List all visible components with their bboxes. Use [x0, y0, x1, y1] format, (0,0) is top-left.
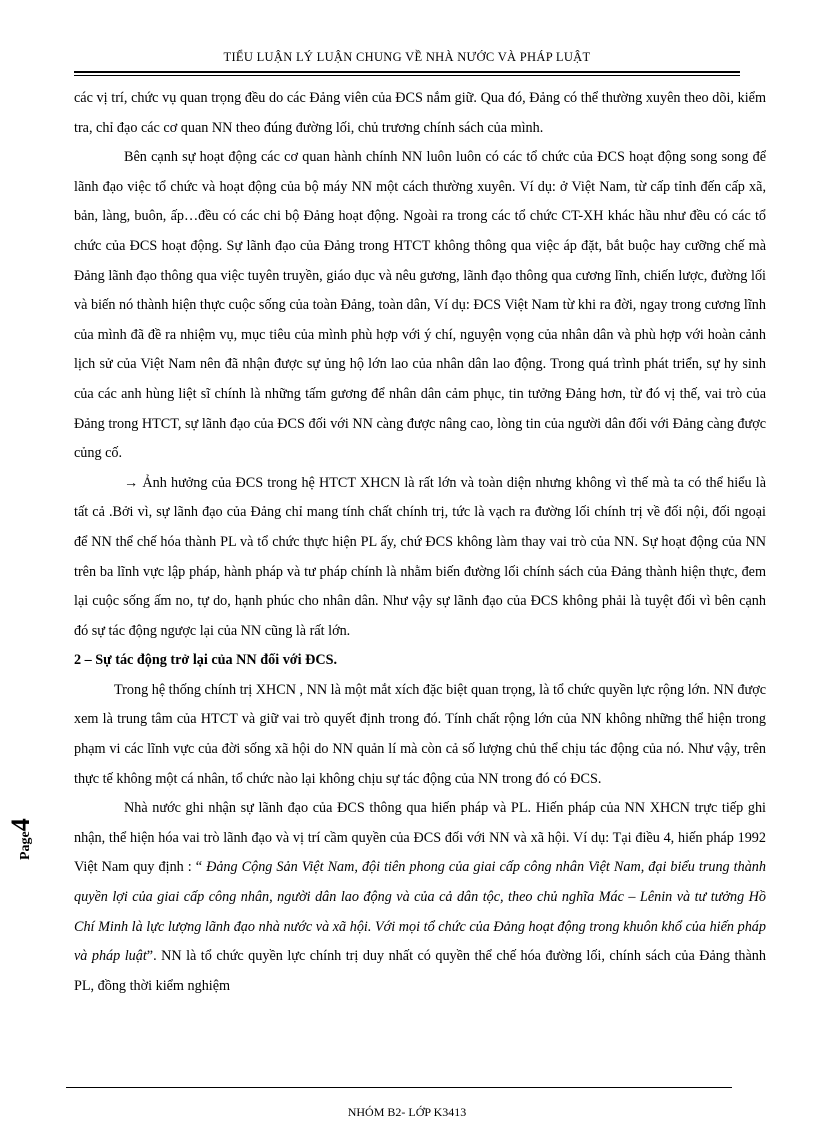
header-rule-thick	[74, 71, 740, 73]
section-heading-2: 2 – Sự tác động trở lại của NN đối với ĐCS.	[74, 652, 338, 669]
paragraph-3-text: Ảnh hưởng của ĐCS trong hệ HTCT XHCN là rất lớn và toàn diện nhưng không vì thế mà ta có thể hiểu là tất cả .Bởi vì, sự lãnh đạo của Đảng chỉ mang tính chất chính trị, tức là vạch ra đường lối chính trị về đối nội, đối ngoại để NN thể chế hóa thành PL và tổ chức thực hiện PL ấy, chứ ĐCS không làm thay vai trò của NN. Sự hoạt động của NN trên ba lĩnh vực lập pháp, hành pháp và tư pháp chính là nhằm biến đường lối chính sách của Đảng thành hiện thực, đem lại cuộc sống ấm no, tự do, hạnh phúc cho nhân dân. Như vậy sự lãnh đạo của ĐCS không phải là tuyệt đối vì bên cạnh đó sự tác động ngược lại của NN cũng là rất lớn.	[74, 474, 766, 639]
page-number-marker	[6, 820, 46, 880]
paragraph-5-continuation: ”. NN là tổ chức quyền lực chính trị duy nhất có quyền thể chế hóa đường lối, chính sách của Đảng thành PL, đồng thời kiểm nghiệm	[74, 948, 766, 994]
paragraph-3	[74, 469, 766, 647]
arrow-right-icon: →	[124, 474, 139, 491]
paragraph-5-intro: Nhà nước ghi nhận sự lãnh đạo của ĐCS thông qua hiến pháp và PL. Hiến pháp của NN XHCN trực tiếp ghi nhận, thể hiện hóa vai trò lãnh đạo và vị trí cầm quyền của ĐCS đối với NN và xã hội. Ví dụ: Tại điều 4, hiến pháp 1992 Việt Nam quy định : “	[74, 800, 766, 876]
paragraph-1: các vị trí, chức vụ quan trọng đều do các Đảng viên của ĐCS nắm giữ. Qua đó, Đảng có thể thường xuyên theo dõi, kiểm tra, chỉ đạo các cơ quan NN theo đúng đường lối, chủ trương chính sách của mình.	[74, 90, 766, 136]
page-footer: NHÓM B2- LỚP K3413	[347, 1105, 467, 1119]
document-body	[74, 84, 766, 1001]
page-label: Page	[18, 831, 33, 860]
constitution-quote: Đảng Cộng Sản Việt Nam, đội tiên phong của giai cấp công nhân Việt Nam, đại biểu trung thành quyền lợi của giai cấp công nhân, người dân lao động và của cả dân tộc, theo chủ nghĩa Mác – Lênin và tư tưởng Hồ Chí Minh là lực lượng lãnh đạo nhà nước và xã hội. Với mọi tổ chức của Đảng hoạt động trong khuôn khổ của hiến pháp và pháp luật	[74, 859, 766, 965]
header-rule-thin	[74, 75, 740, 76]
page-number: 4	[6, 818, 35, 832]
page-header: TIỂU LUẬN LÝ LUẬN CHUNG VỀ NHÀ NƯỚC VÀ PHÁP LUẬT	[223, 50, 591, 64]
paragraph-2: Bên cạnh sự hoạt động các cơ quan hành chính NN luôn luôn có các tổ chức của ĐCS hoạt động song song để lãnh đạo việc tổ chức và hoạt động của bộ máy NN một cách thường xuyên. Ví dụ: ở Việt Nam, từ cấp tỉnh đến cấp xã, bản, làng, buôn, ấp…đều có các chi bộ Đảng hoạt động. Ngoài ra trong các tổ chức CT-XH khác hầu như đều có các tổ chức của ĐCS hoạt động. Sự lãnh đạo của Đảng trong HTCT không thông qua việc áp đặt, bắt buộc hay cưỡng chế mà Đảng lãnh đạo thông qua việc tuyên truyền, giáo dục và nêu gương, lãnh đạo thông qua cương lĩnh, chiến lược, đường lối và biến nó thành hiện thực cuộc sống của toàn Đảng, toàn dân, Ví dụ: ĐCS Việt Nam từ khi ra đời, ngay trong cương lĩnh của mình đã đề ra nhiệm vụ, mục tiêu của mình phù hợp với ý chí, nguyện vọng của nhân dân và phù hợp với hoàn cảnh lịch sử của Việt Nam nên đã nhận được sự ủng hộ lớn lao của nhân dân lao động. Trong quá trình phát triển, sự hy sinh của các anh hùng liệt sĩ chính là những tấm gương để nhân dân cảm phục, tin tưởng Đảng hơn, từ đó vị thế, vai trò của Đảng trong HTCT, sự lãnh đạo của ĐCS đối với NN càng được nâng cao, lòng tin của người dân đối với Đảng càng được củng cố.	[74, 149, 766, 462]
paragraph-5	[74, 794, 766, 1001]
footer-rule	[66, 1087, 732, 1088]
paragraph-4: Trong hệ thống chính trị XHCN , NN là một mắt xích đặc biệt quan trọng, là tổ chức quyền lực rộng lớn. NN được xem là trung tâm của HTCT và giữ vai trò quyết định trong đó. Tính chất rộng lớn của NN không những thể hiện trong phạm vi các lĩnh vực của đời sống xã hội do NN quản lí mà còn cả số lượng chủ thể chịu tác động của nó. Như vậy, trên thực tế không một cá nhân, tổ chức nào lại không chịu sự tác động của NN trong đó có ĐCS.	[74, 681, 766, 787]
